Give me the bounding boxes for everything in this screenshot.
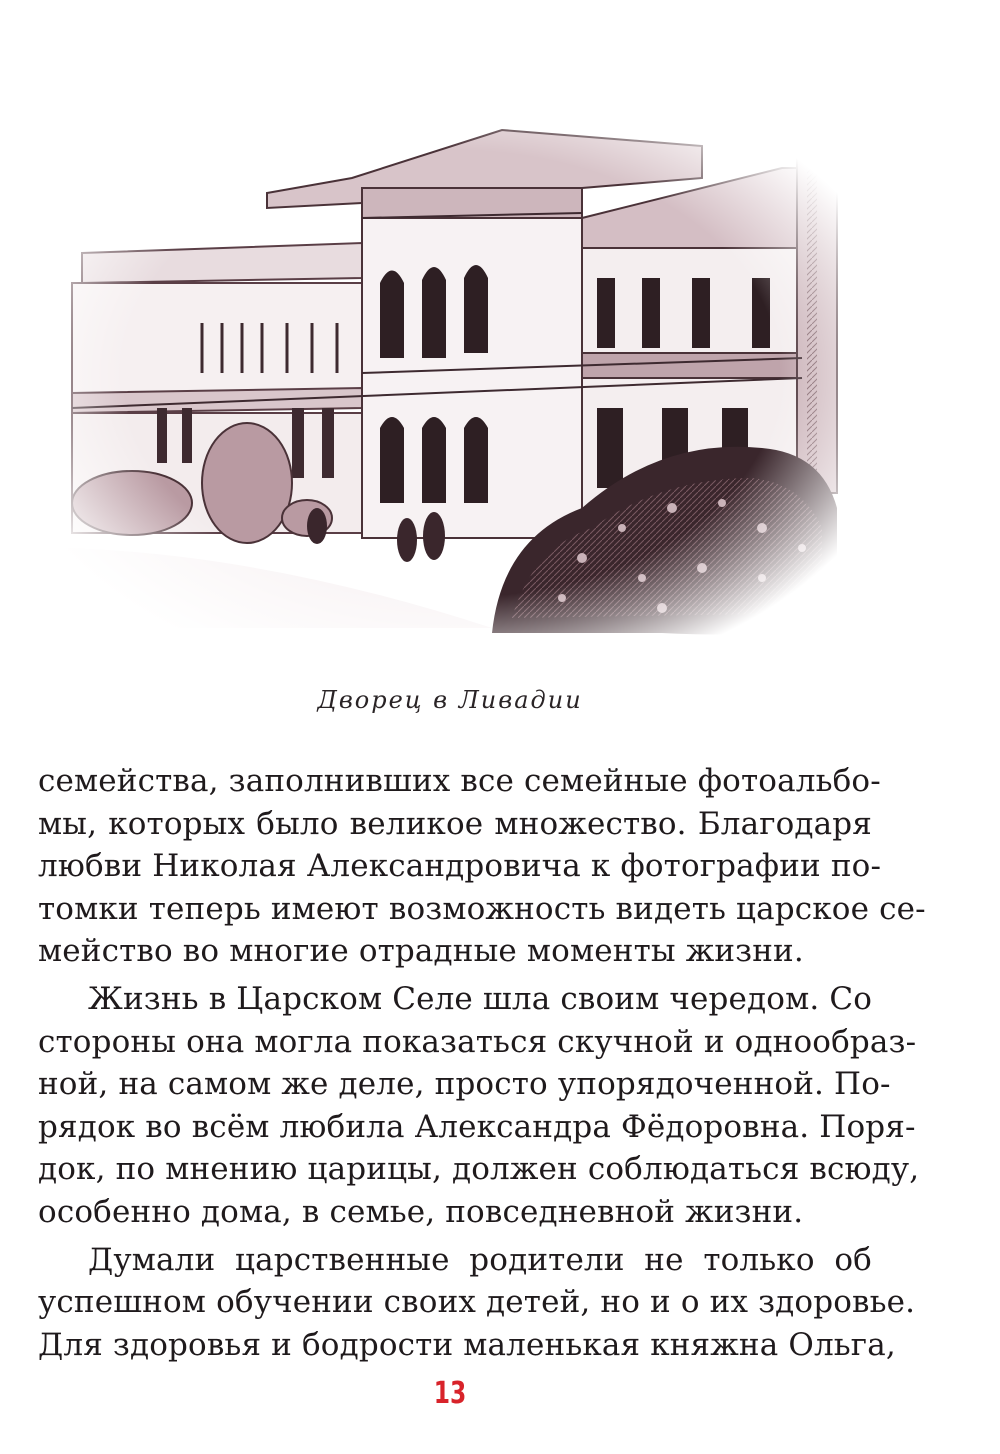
text-line: рядок во всём любила Александра Фёдоровна. Поря- xyxy=(38,1108,916,1145)
text-line: Для здоровья и бодрости маленькая княжна Ольга, xyxy=(38,1326,896,1363)
text-line: Жизнь в Царском Селе шла своим чередом. Со xyxy=(88,980,873,1017)
text-line: Думали царственные родители не только об xyxy=(88,1241,872,1278)
text-line: док, по мнению царицы, должен соблюдаться всюду, xyxy=(38,1151,920,1188)
page-number: 13 xyxy=(433,1376,467,1411)
paragraph xyxy=(38,978,920,1234)
palace-illustration xyxy=(62,108,842,640)
paragraph xyxy=(38,760,926,973)
body-text xyxy=(38,760,926,1366)
text-line: особенно дома, в семье, повседневной жизни. xyxy=(38,1193,804,1230)
text-line: любви Николая Александровича к фотографии по- xyxy=(38,848,882,885)
text-line: ной, на самом же деле, просто упорядоченной. По- xyxy=(38,1066,891,1103)
text-line: семейства, заполнивших все семейные фотоальбо- xyxy=(38,763,881,799)
text-line: томки теперь имеют возможность видеть царское се- xyxy=(38,890,926,927)
paragraph xyxy=(38,1239,916,1367)
text-line: мейство во многие отрадные моменты жизни. xyxy=(38,933,804,970)
figure-caption: Дворец в Ливадии xyxy=(317,686,583,714)
text-line: успешном обучении своих детей, но и о их здоровье. xyxy=(38,1284,916,1321)
text-line: стороны она могла показаться скучной и однообраз- xyxy=(38,1023,917,1060)
text-line: мы, которых было великое множество. Благодаря xyxy=(38,805,872,842)
palace-sketch-image xyxy=(62,108,842,640)
